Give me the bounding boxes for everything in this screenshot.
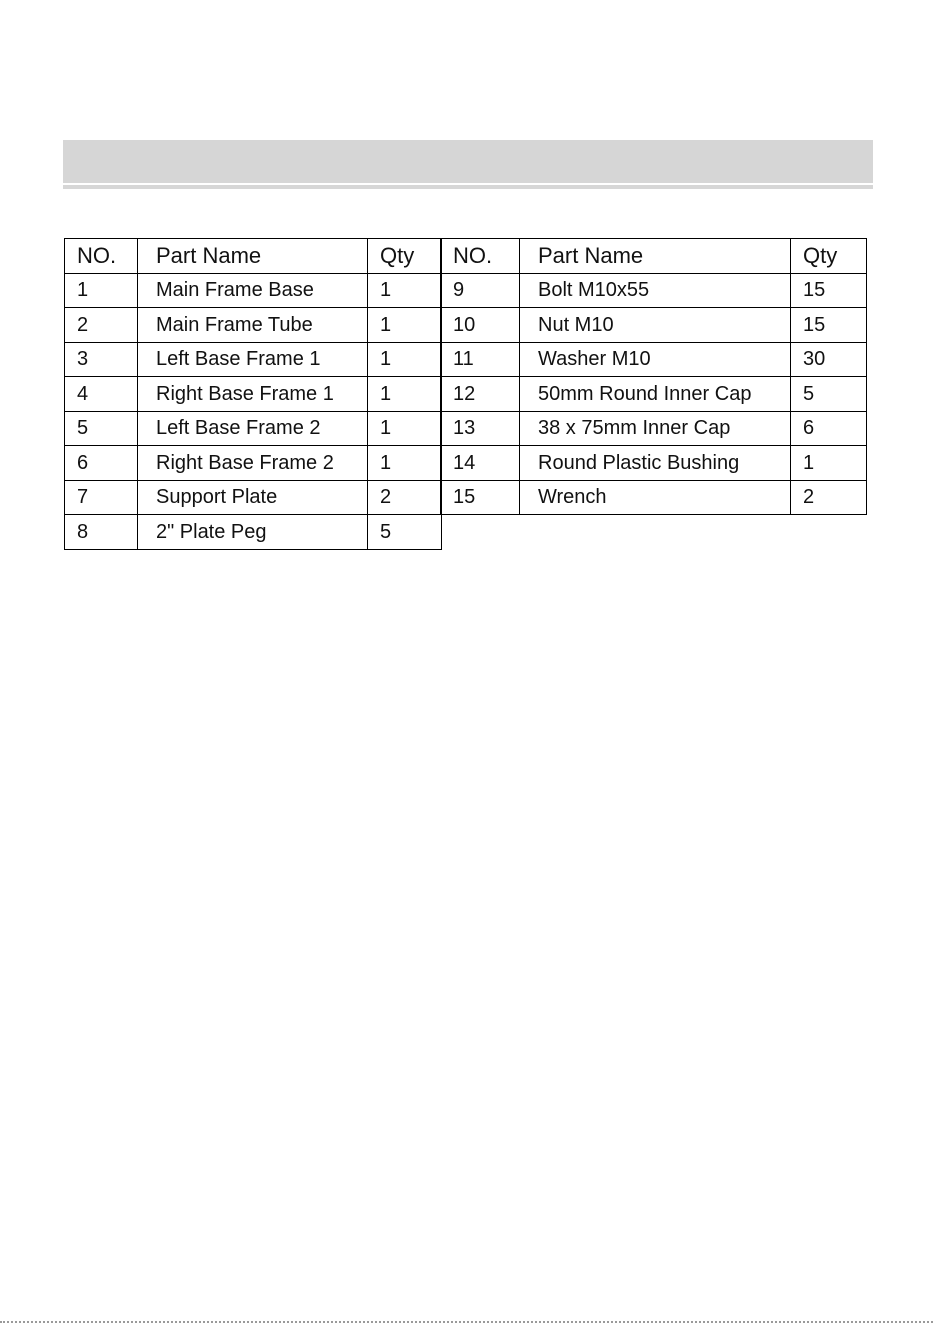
table-row (65, 377, 442, 412)
table-row (65, 480, 442, 515)
part-name: 50mm Round Inner Cap (520, 377, 791, 412)
section-header-rule (63, 185, 873, 189)
part-name: Washer M10 (520, 342, 791, 377)
part-no: 12 (441, 377, 520, 412)
column-header-part-name: Part Name (138, 239, 368, 274)
column-header-no: NO. (441, 239, 520, 274)
part-name: Wrench (520, 480, 791, 515)
part-qty: 1 (368, 342, 442, 377)
table-row (65, 342, 442, 377)
table-row (65, 411, 442, 446)
part-qty: 15 (791, 308, 867, 343)
part-qty: 5 (791, 377, 867, 412)
table-row (441, 480, 867, 515)
part-no: 10 (441, 308, 520, 343)
part-qty: 2 (368, 480, 442, 515)
section-header-band (63, 140, 873, 183)
part-name: Left Base Frame 1 (138, 342, 368, 377)
part-qty: 15 (791, 273, 867, 308)
part-name: Right Base Frame 1 (138, 377, 368, 412)
column-header-part-name: Part Name (520, 239, 791, 274)
part-qty: 1 (791, 446, 867, 481)
column-header-qty: Qty (791, 239, 867, 274)
part-qty: 5 (368, 515, 442, 550)
part-name: Main Frame Base (138, 273, 368, 308)
part-no: 1 (65, 273, 138, 308)
table-row (65, 515, 442, 550)
part-qty: 1 (368, 446, 442, 481)
part-no: 9 (441, 273, 520, 308)
part-no: 7 (65, 480, 138, 515)
part-name: Right Base Frame 2 (138, 446, 368, 481)
part-name: Main Frame Tube (138, 308, 368, 343)
table-row (441, 446, 867, 481)
column-header-qty: Qty (368, 239, 442, 274)
table-header-row (65, 239, 442, 274)
part-no: 2 (65, 308, 138, 343)
table-row (441, 377, 867, 412)
table-row (65, 273, 442, 308)
parts-table-left (64, 238, 442, 550)
part-qty: 6 (791, 411, 867, 446)
table-row (65, 308, 442, 343)
part-no: 15 (441, 480, 520, 515)
table-row (441, 273, 867, 308)
table-row (441, 411, 867, 446)
part-no: 14 (441, 446, 520, 481)
table-row (65, 446, 442, 481)
part-qty: 2 (791, 480, 867, 515)
part-no: 5 (65, 411, 138, 446)
part-qty: 30 (791, 342, 867, 377)
part-name: Round Plastic Bushing (520, 446, 791, 481)
part-qty: 1 (368, 411, 442, 446)
part-name: Support Plate (138, 480, 368, 515)
part-qty: 1 (368, 377, 442, 412)
part-name: Nut M10 (520, 308, 791, 343)
part-no: 13 (441, 411, 520, 446)
part-no: 11 (441, 342, 520, 377)
part-no: 6 (65, 446, 138, 481)
part-qty: 1 (368, 308, 442, 343)
table-row (441, 342, 867, 377)
table-row (441, 308, 867, 343)
part-no: 4 (65, 377, 138, 412)
part-name: Bolt M10x55 (520, 273, 791, 308)
part-no: 8 (65, 515, 138, 550)
part-name: 2" Plate Peg (138, 515, 368, 550)
column-header-no: NO. (65, 239, 138, 274)
part-no: 3 (65, 342, 138, 377)
part-qty: 1 (368, 273, 442, 308)
part-name: 38 x 75mm Inner Cap (520, 411, 791, 446)
page-bottom-dotted-edge (0, 1321, 933, 1323)
part-name: Left Base Frame 2 (138, 411, 368, 446)
parts-table-right (440, 238, 867, 515)
table-header-row (441, 239, 867, 274)
